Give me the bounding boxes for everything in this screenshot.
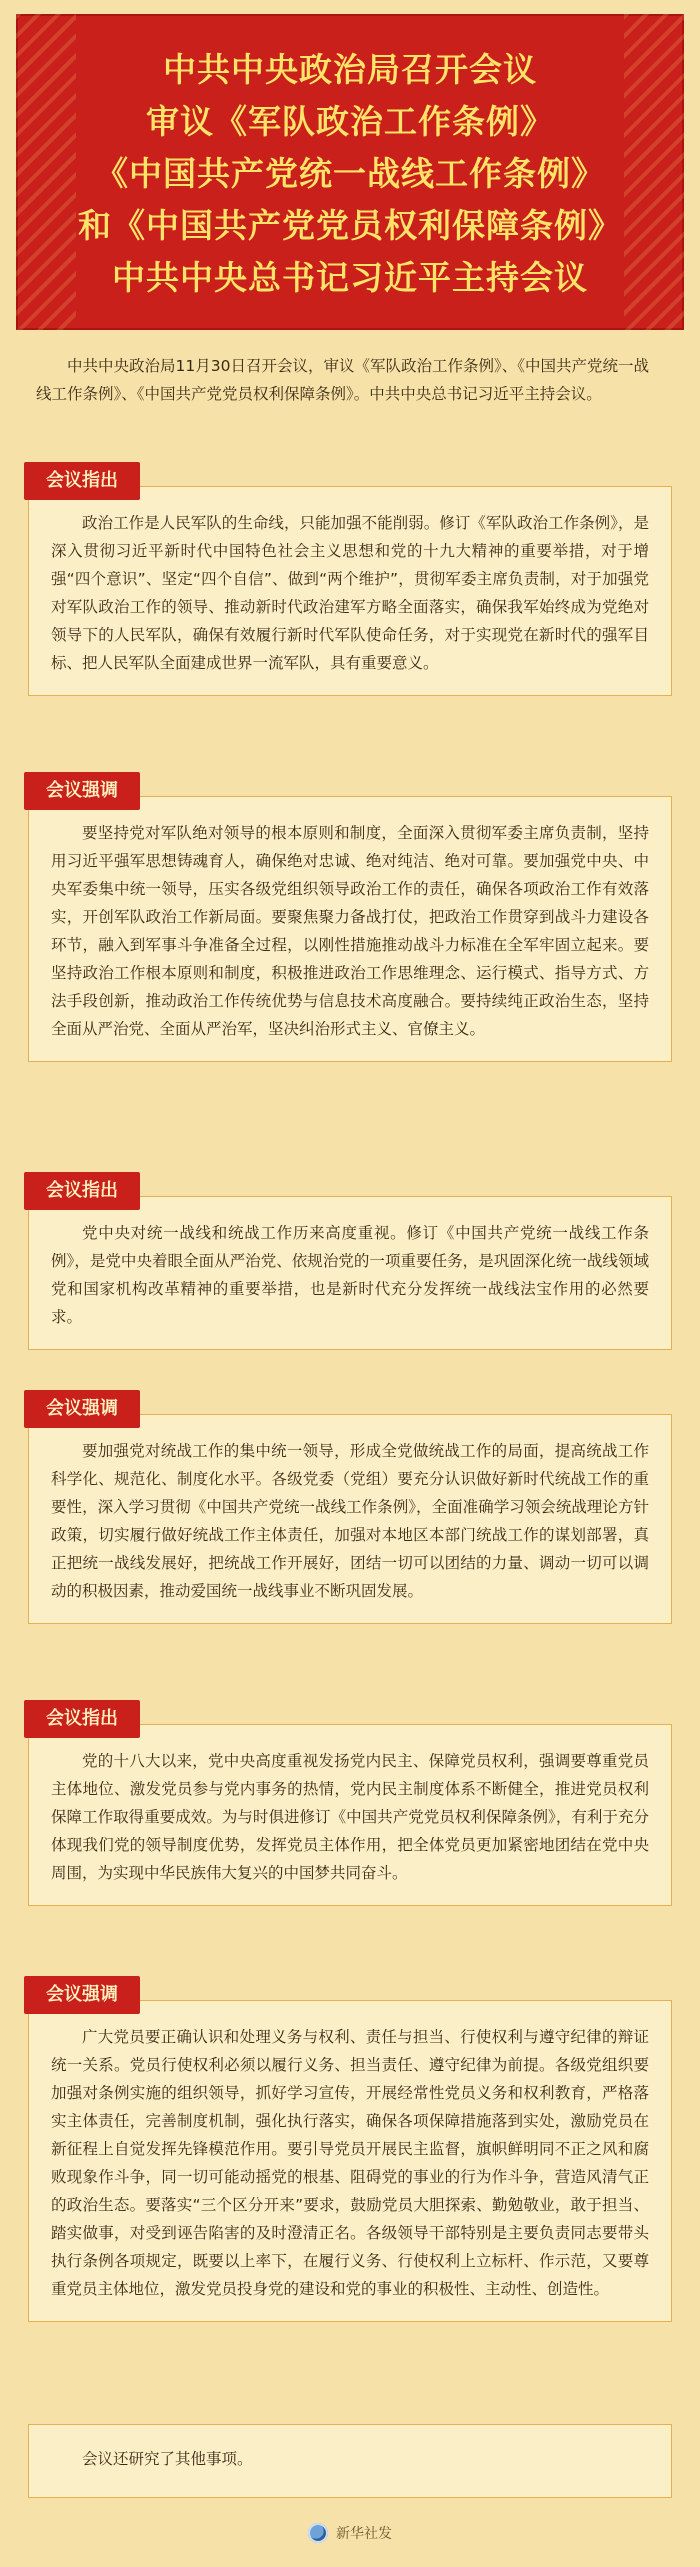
source-label: 新华社发 <box>336 2526 392 2542</box>
closing-text: 会议还研究了其他事项。 <box>82 2450 253 2468</box>
section-text: 政治工作是人民军队的生命线，只能加强不能削弱。修订《军队政治工作条例》，是深入贯彻习近平新时代中国特色社会主义思想和党的十九大精神的重要举措，对于增强“四个意识”、坚定“四个自信”、做到“两个维护”，贯彻军委主席负责制，对于加强党对军队政治工作的领导、推动新时代政治建军方略全面落实，确保我军始终成为党绝对领导下的人民军队，确保有效履行新时代军队使命任务，对于实现党在新时代的强军目标、把人民军队全面建成世界一流军队，具有重要意义。 <box>51 514 649 672</box>
section-text: 广大党员要正确认识和处理义务与权利、责任与担当、行使权利与遵守纪律的辩证统一关系。党员行使权利必须以履行义务、担当责任、遵守纪律为前提。各级党组织要加强对条例实施的组织领导，抓好学习宣传，开展经常性党员义务和权利教育，严格落实主体责任，完善制度机制，强化执行落实，确保各项保障措施落到实处，激励党员在新征程上自觉发挥先锋模范作用。要引导党员开展民主监督，旗帜鲜明同不正之风和腐败现象作斗争，同一切可能动摇党的根基、阻碍党的事业的行为作斗争，营造风清气正的政治生态。要落实“三个区分开来”要求，鼓励党员大胆探索、勤勉敬业，敢于担当、踏实做事，对受到诬告陷害的及时澄清正名。各级领导干部特别是主要负责同志要带头执行条例各项规定，既要以上率下，在履行义务、行使权利上立标杆、作示范，又要尊重党员主体地位，激发党员投身党的建设和党的事业的积极性、主动性、创造性。 <box>51 2028 649 2298</box>
section-text: 要坚持党对军队绝对领导的根本原则和制度，全面深入贯彻军委主席负责制，坚持用习近平强军思想铸魂育人，确保绝对忠诚、绝对纯洁、绝对可靠。要加强党中央、中央军委集中统一领导，压实各级党组织领导政治工作的责任，确保各项政治工作有效落实，开创军队政治工作新局面。要聚焦聚力备战打仗，把政治工作贯穿到战斗力建设各环节，融入到军事斗争准备全过程，以刚性措施推动战斗力标准在全军牢固立起来。要坚持政治工作根本原则和制度，积极推进政治工作思维理念、运行模式、指导方式、方法手段创新，推动政治工作传统优势与信息技术高度融合。要持续纯正政治生态，坚持全面从严治党、全面从严治军，坚决纠治形式主义、官僚主义。 <box>51 824 649 1038</box>
section-box <box>28 2000 672 2322</box>
section-tag: 会议强调 <box>24 772 140 810</box>
section-text: 党的十八大以来，党中央高度重视发扬党内民主、保障党员权利，强调要尊重党员主体地位、激发党员参与党内事务的热情，党内民主制度体系不断健全，推进党员权利保障工作取得重要成效。为与时俱进修订《中国共产党党员权利保障条例》，有利于充分体现我们党的领导制度优势，发挥党员主体作用，把全体党员更加紧密地团结在党中央周围，为实现中华民族伟大复兴的中国梦共同奋斗。 <box>51 1752 649 1882</box>
intro-paragraph: 中共中央政治局11月30日召开会议，审议《军队政治工作条例》、《中国共产党统一战线工作条例》、《中国共产党党员权利保障条例》。中共中央总书记习近平主持会议。 <box>36 357 649 403</box>
section-tag: 会议强调 <box>24 1976 140 2014</box>
section-tag: 会议强调 <box>24 1390 140 1428</box>
section-box <box>28 486 672 696</box>
section-tag: 会议指出 <box>24 1700 140 1738</box>
page-title <box>16 44 684 304</box>
section-text: 要加强党对统战工作的集中统一领导，形成全党做统战工作的局面，提高统战工作科学化、规范化、制度化水平。各级党委（党组）要充分认识做好新时代统战工作的重要性，深入学习贯彻《中国共产党统一战线工作条例》，全面准确学习领会统战理论方针政策，切实履行做好统战工作主体责任，加强对本地区本部门统战工作的谋划部署，真正把统一战线发展好，把统战工作开展好，团结一切可以团结的力量、调动一切可以调动的积极因素，推动爱国统一战线事业不断巩固发展。 <box>51 1442 649 1600</box>
section-box <box>28 1724 672 1906</box>
title-line: 《中国共产党统一战线工作条例》 <box>95 154 605 193</box>
title-line: 中共中央政治局召开会议 <box>163 50 537 89</box>
header-banner <box>16 14 684 330</box>
xinhua-logo-icon <box>308 2523 328 2543</box>
section-box <box>28 1196 672 1350</box>
section-tag: 会议指出 <box>24 1172 140 1210</box>
closing-box <box>28 2424 672 2498</box>
section-text: 党中央对统一战线和统战工作历来高度重视。修订《中国共产党统一战线工作条例》，是党中央着眼全面从严治党、依规治党的一项重要任务，是巩固深化统一战线领域党和国家机构改革精神的重要举措，也是新时代充分发挥统一战线法宝作用的必然要求。 <box>51 1224 649 1326</box>
title-line: 审议《军队政治工作条例》 <box>146 102 554 141</box>
title-line: 和《中国共产党党员权利保障条例》 <box>78 206 622 245</box>
title-line: 中共中央总书记习近平主持会议 <box>112 258 588 297</box>
section-box <box>28 796 672 1062</box>
section-box <box>28 1414 672 1624</box>
section-tag: 会议指出 <box>24 462 140 500</box>
footer-credit <box>0 2518 700 2548</box>
